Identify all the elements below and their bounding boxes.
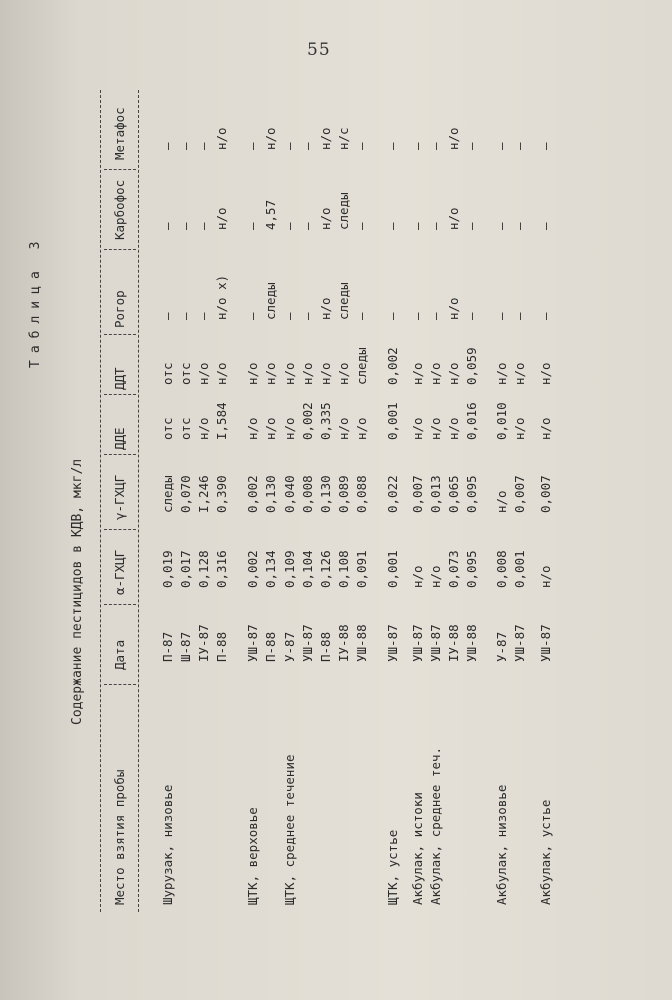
cell-date: IУ-88 <box>446 624 461 662</box>
cell-ddt: н/о <box>494 362 509 385</box>
cell-date: П-88 <box>214 631 229 662</box>
sampling-place: Акбулак, истоки <box>410 792 425 905</box>
table-top-rule <box>100 90 101 912</box>
cell-alpha-hch: 0,017 <box>178 550 193 588</box>
sampling-place: ЩТК, верховье <box>245 807 260 905</box>
cell-gamma-hch: следы <box>160 475 175 513</box>
cell-metafos: – <box>385 142 400 150</box>
cell-gamma-hch: 0,040 <box>282 475 297 513</box>
cell-karbofos: 4,57 <box>263 199 278 230</box>
cell-rogor: – <box>282 312 297 320</box>
cell-gamma-hch: 0,008 <box>300 475 315 513</box>
cell-gamma-hch: 0,390 <box>214 475 229 513</box>
cell-gamma-hch: 0,095 <box>464 475 479 513</box>
header-date: Дата <box>112 639 127 670</box>
cell-date: УШ-87 <box>512 624 527 662</box>
cell-metafos: – <box>160 142 175 150</box>
cell-dde: 0,335 <box>318 402 333 440</box>
cell-dde: н/о <box>538 417 553 440</box>
header-karbofos: Карбофос <box>112 179 127 240</box>
cell-alpha-hch: 0,104 <box>300 550 315 588</box>
cell-date: УШ-87 <box>410 624 425 662</box>
cell-karbofos: – <box>354 222 369 230</box>
cell-karbofos: – <box>464 222 479 230</box>
cell-metafos: н/о <box>446 127 461 150</box>
cell-alpha-hch: 0,001 <box>512 550 527 588</box>
cell-dde: 0,001 <box>385 402 400 440</box>
cell-alpha-hch: 0,134 <box>263 550 278 588</box>
cell-metafos: – <box>282 142 297 150</box>
cell-date: П-87 <box>160 631 175 662</box>
cell-ddt: 0,059 <box>464 347 479 385</box>
cell-metafos: – <box>196 142 211 150</box>
cell-dde: н/о <box>428 417 443 440</box>
cell-gamma-hch: 0,007 <box>410 475 425 513</box>
cell-rogor: н/о <box>446 297 461 320</box>
cell-karbofos: – <box>428 222 443 230</box>
cell-dde: н/о <box>354 417 369 440</box>
cell-gamma-hch: 0,007 <box>512 475 527 513</box>
cell-alpha-hch: 0,316 <box>214 550 229 588</box>
cell-metafos: – <box>538 142 553 150</box>
cell-alpha-hch: н/о <box>538 565 553 588</box>
cell-alpha-hch: 0,128 <box>196 550 211 588</box>
header-divider <box>104 334 136 335</box>
cell-alpha-hch: 0,002 <box>245 550 260 588</box>
cell-dde: н/о <box>446 417 461 440</box>
cell-ddt: отс <box>178 362 193 385</box>
sampling-place: Шурузак, низовье <box>160 784 175 905</box>
header-divider <box>104 684 136 685</box>
header-gamma-hch: γ-ГХЦГ <box>112 474 127 520</box>
cell-date: УШ-88 <box>354 624 369 662</box>
cell-metafos: н/о <box>214 127 229 150</box>
cell-gamma-hch: 0,013 <box>428 475 443 513</box>
cell-dde: н/о <box>282 417 297 440</box>
cell-gamma-hch: 0,089 <box>336 475 351 513</box>
cell-rogor: – <box>196 312 211 320</box>
cell-dde: н/о <box>410 417 425 440</box>
cell-metafos: – <box>354 142 369 150</box>
cell-alpha-hch: 0,001 <box>385 550 400 588</box>
header-divider <box>104 529 136 530</box>
cell-alpha-hch: 0,095 <box>464 550 479 588</box>
cell-ddt: отс <box>160 362 175 385</box>
cell-date: УШ-87 <box>428 624 443 662</box>
cell-ddt: н/о <box>428 362 443 385</box>
cell-rogor: – <box>512 312 527 320</box>
cell-rogor: следы <box>263 282 278 320</box>
cell-alpha-hch: 0,109 <box>282 550 297 588</box>
cell-ddt: н/о <box>512 362 527 385</box>
page-number: 55 <box>307 40 331 60</box>
cell-alpha-hch: 0,019 <box>160 550 175 588</box>
cell-rogor: н/о x) <box>214 274 229 320</box>
cell-rogor: следы <box>336 282 351 320</box>
cell-dde: 0,002 <box>300 402 315 440</box>
cell-karbofos: – <box>300 222 315 230</box>
cell-date: УШ-87 <box>300 624 315 662</box>
cell-gamma-hch: 0,070 <box>178 475 193 513</box>
cell-karbofos: – <box>512 222 527 230</box>
cell-ddt: н/о <box>318 362 333 385</box>
cell-metafos: – <box>464 142 479 150</box>
cell-date: УШ-87 <box>385 624 400 662</box>
header-divider <box>104 169 136 170</box>
cell-alpha-hch: 0,091 <box>354 550 369 588</box>
cell-alpha-hch: н/о <box>428 565 443 588</box>
cell-rogor: н/о <box>318 297 333 320</box>
cell-metafos: – <box>245 142 260 150</box>
cell-rogor: – <box>410 312 425 320</box>
cell-gamma-hch: 0,065 <box>446 475 461 513</box>
cell-gamma-hch: 0,007 <box>538 475 553 513</box>
cell-date: IУ-88 <box>336 624 351 662</box>
table-header-rule <box>138 90 139 912</box>
header-dde: ДДЕ <box>112 427 127 450</box>
cell-alpha-hch: 0,126 <box>318 550 333 588</box>
header-divider <box>104 394 136 395</box>
cell-ddt: н/о <box>336 362 351 385</box>
cell-karbofos: – <box>178 222 193 230</box>
cell-karbofos: н/о <box>214 207 229 230</box>
cell-rogor: – <box>494 312 509 320</box>
cell-alpha-hch: 0,073 <box>446 550 461 588</box>
header-alpha-hch: α-ГХЦГ <box>112 549 127 595</box>
cell-ddt: н/о <box>410 362 425 385</box>
header-rogor: Рогор <box>112 290 127 328</box>
cell-ddt: н/о <box>196 362 211 385</box>
cell-date: П-88 <box>318 631 333 662</box>
cell-date: IУ-87 <box>196 624 211 662</box>
cell-karbofos: – <box>538 222 553 230</box>
cell-rogor: – <box>385 312 400 320</box>
cell-dde: I,584 <box>214 402 229 440</box>
cell-gamma-hch: н/о <box>494 490 509 513</box>
cell-date: П-88 <box>263 631 278 662</box>
cell-rogor: – <box>300 312 315 320</box>
cell-date: УШ-88 <box>464 624 479 662</box>
cell-karbofos: – <box>160 222 175 230</box>
cell-karbofos: – <box>196 222 211 230</box>
cell-ddt: н/о <box>282 362 297 385</box>
cell-dde: н/о <box>245 417 260 440</box>
cell-rogor: – <box>178 312 193 320</box>
cell-metafos: н/о <box>318 127 333 150</box>
table-label: Таблица 3 <box>28 234 43 368</box>
sampling-place: ЩТК, устье <box>385 829 400 905</box>
cell-karbofos: – <box>494 222 509 230</box>
cell-rogor: – <box>245 312 260 320</box>
cell-karbofos: н/о <box>446 207 461 230</box>
cell-karbofos: следы <box>336 192 351 230</box>
header-divider <box>104 604 136 605</box>
cell-rogor: – <box>538 312 553 320</box>
cell-dde: н/о <box>512 417 527 440</box>
header-divider <box>104 249 136 250</box>
cell-ddt: 0,002 <box>385 347 400 385</box>
cell-rogor: – <box>464 312 479 320</box>
cell-alpha-hch: н/о <box>410 565 425 588</box>
cell-gamma-hch: I,246 <box>196 475 211 513</box>
cell-gamma-hch: 0,002 <box>245 475 260 513</box>
cell-metafos: – <box>494 142 509 150</box>
cell-ddt: н/о <box>245 362 260 385</box>
cell-karbofos: – <box>245 222 260 230</box>
cell-dde: н/о <box>196 417 211 440</box>
cell-date: УШ-87 <box>538 624 553 662</box>
cell-metafos: – <box>428 142 443 150</box>
cell-rogor: – <box>160 312 175 320</box>
cell-karbofos: – <box>385 222 400 230</box>
cell-alpha-hch: 0,008 <box>494 550 509 588</box>
cell-alpha-hch: 0,108 <box>336 550 351 588</box>
table-caption: Содержание пестицидов в КДВ, мкг/л <box>70 458 85 725</box>
cell-date: УШ-87 <box>245 624 260 662</box>
cell-ddt: н/о <box>263 362 278 385</box>
header-divider <box>104 454 136 455</box>
header-metafos: Метафос <box>112 107 127 160</box>
cell-ddt: н/о <box>538 362 553 385</box>
cell-date: У-87 <box>282 631 297 662</box>
cell-karbofos: – <box>410 222 425 230</box>
cell-dde: н/о <box>336 417 351 440</box>
sampling-place: Акбулак, устье <box>538 799 553 905</box>
header-ddt: ДДТ <box>112 367 127 390</box>
cell-metafos: н/с <box>336 127 351 150</box>
cell-gamma-hch: 0,022 <box>385 475 400 513</box>
sampling-place: Акбулак, среднее теч. <box>428 746 443 905</box>
cell-metafos: – <box>178 142 193 150</box>
cell-metafos: – <box>410 142 425 150</box>
cell-rogor: – <box>428 312 443 320</box>
cell-karbofos: – <box>282 222 297 230</box>
cell-dde: отс <box>178 417 193 440</box>
sampling-place: ЩТК, среднее течение <box>282 754 297 905</box>
cell-rogor: – <box>354 312 369 320</box>
cell-karbofos: н/о <box>318 207 333 230</box>
cell-dde: н/о <box>263 417 278 440</box>
cell-dde: отс <box>160 417 175 440</box>
cell-gamma-hch: 0,130 <box>318 475 333 513</box>
cell-date: У-87 <box>494 631 509 662</box>
cell-metafos: н/о <box>263 127 278 150</box>
cell-dde: 0,016 <box>464 402 479 440</box>
cell-ddt: н/о <box>214 362 229 385</box>
header-place: Место взятия пробы <box>112 769 127 905</box>
cell-metafos: – <box>300 142 315 150</box>
cell-ddt: н/о <box>300 362 315 385</box>
cell-gamma-hch: 0,088 <box>354 475 369 513</box>
cell-date: Ш-87 <box>178 631 193 662</box>
sampling-place: Акбулак, низовье <box>494 784 509 905</box>
cell-ddt: следы <box>354 347 369 385</box>
cell-dde: 0,010 <box>494 402 509 440</box>
cell-gamma-hch: 0,130 <box>263 475 278 513</box>
cell-metafos: – <box>512 142 527 150</box>
cell-ddt: н/о <box>446 362 461 385</box>
